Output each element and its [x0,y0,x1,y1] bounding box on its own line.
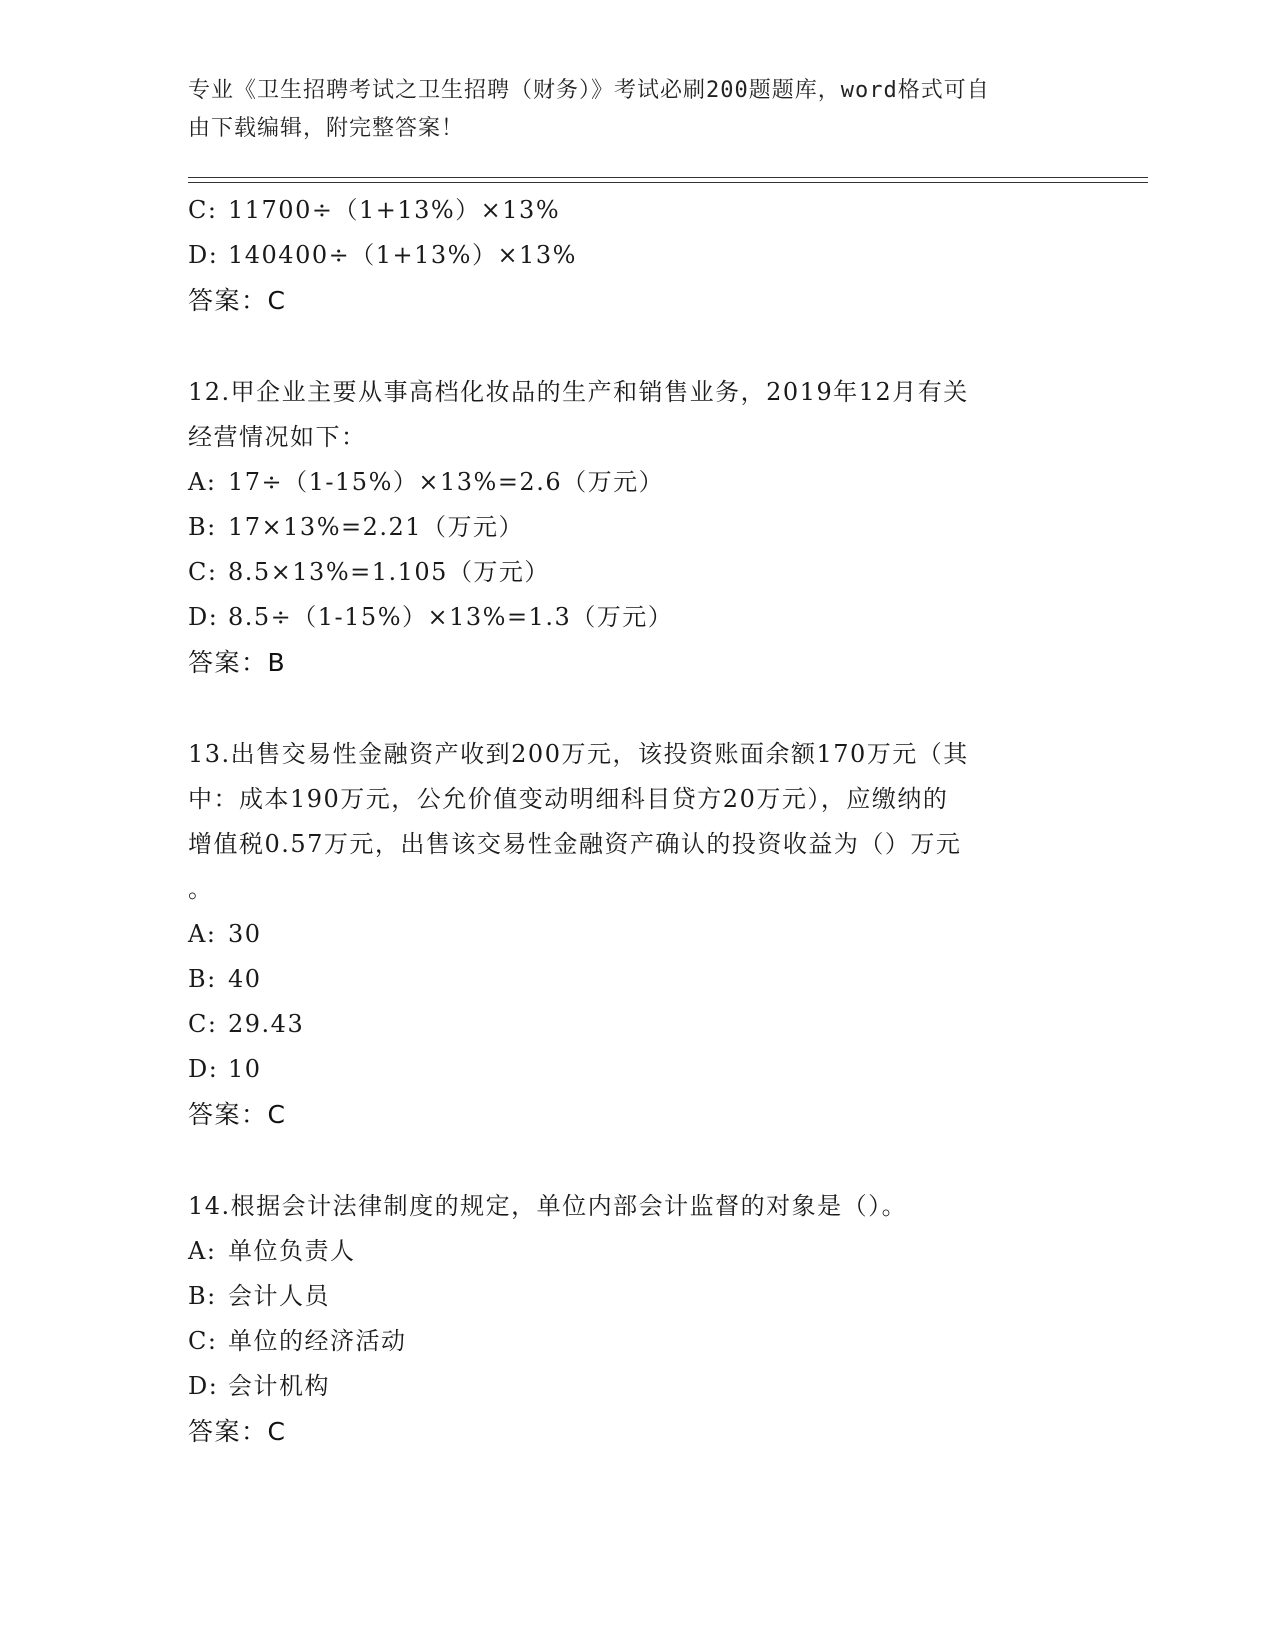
question-stem-cont: 。 [188,875,214,903]
question-13 [188,732,1088,1138]
option-a [188,912,1088,957]
option-text: 17÷（1-15%）×13%=2.6（万元） [228,468,665,496]
option-text: 会计人员 [228,1282,330,1310]
option-a [188,1229,1088,1274]
option-text: 单位的经济活动 [228,1327,407,1355]
question-stem: 14.根据会计法律制度的规定，单位内部会计监督的对象是（）。 [188,1192,908,1220]
option-label: D: [188,603,219,631]
option-text: 40 [228,965,262,993]
option-text: 30 [228,920,262,948]
spacer [188,1138,1088,1184]
question-stem-cont: 经营情况如下： [188,423,367,451]
answer-line: 答案：C [188,1100,287,1129]
option-c [188,1002,1088,1047]
option-label: A: [188,1237,217,1265]
option-b [188,505,1088,550]
option-text: 10 [228,1055,262,1083]
answer-line: 答案：C [188,286,287,315]
option-c [188,1319,1088,1364]
question-14 [188,1184,1088,1455]
option-b [188,957,1088,1002]
spacer [188,324,1088,370]
question-stem-cont: 中：成本190万元，公允价值变动明细科目贷方20万元），应缴纳的 [188,785,949,813]
question-list [188,188,1088,1455]
question-11 [188,188,1088,324]
answer-line: 答案：B [188,648,287,677]
option-c [188,188,1088,233]
option-label: C: [188,558,218,586]
option-label: B: [188,1282,217,1310]
option-text: 单位负责人 [228,1237,356,1265]
option-d [188,1047,1088,1092]
question-12 [188,370,1088,686]
option-label: D: [188,241,219,269]
spacer [188,686,1088,732]
option-b [188,1274,1088,1319]
option-label: A: [188,920,217,948]
option-text: 17×13%=2.21（万元） [228,513,525,541]
option-label: D: [188,1372,219,1400]
option-label: A: [188,468,217,496]
header-line-2: 由下载编辑，附完整答案！ [188,116,465,141]
option-label: C: [188,1327,218,1355]
option-d [188,1364,1088,1409]
option-c [188,550,1088,595]
question-stem: 13.出售交易性金融资产收到200万元，该投资账面余额170万元（其 [188,740,969,768]
document-header [188,72,1068,148]
option-label: B: [188,513,217,541]
option-text: 8.5÷（1-15%）×13%=1.3（万元） [228,603,674,631]
option-label: B: [188,965,217,993]
answer-line: 答案：C [188,1417,287,1446]
option-text: 11700÷（1+13%）×13% [228,196,561,224]
question-stem-cont: 增值税0.57万元，出售该交易性金融资产确认的投资收益为（）万元 [188,830,962,858]
question-stem: 12.甲企业主要从事高档化妆品的生产和销售业务，2019年12月有关 [188,378,969,406]
header-line-1: 专业《卫生招聘考试之卫生招聘（财务）》考试必刷200题题库，word格式可自 [188,78,990,103]
header-divider-top [188,177,1148,178]
header-divider-bottom [188,182,1148,183]
option-text: 8.5×13%=1.105（万元） [228,558,550,586]
option-label: C: [188,196,218,224]
option-d [188,595,1088,640]
option-d [188,233,1088,278]
option-label: D: [188,1055,219,1083]
option-label: C: [188,1010,218,1038]
option-a [188,460,1088,505]
option-text: 29.43 [228,1010,305,1038]
option-text: 会计机构 [228,1372,330,1400]
option-text: 140400÷（1+13%）×13% [228,241,577,269]
